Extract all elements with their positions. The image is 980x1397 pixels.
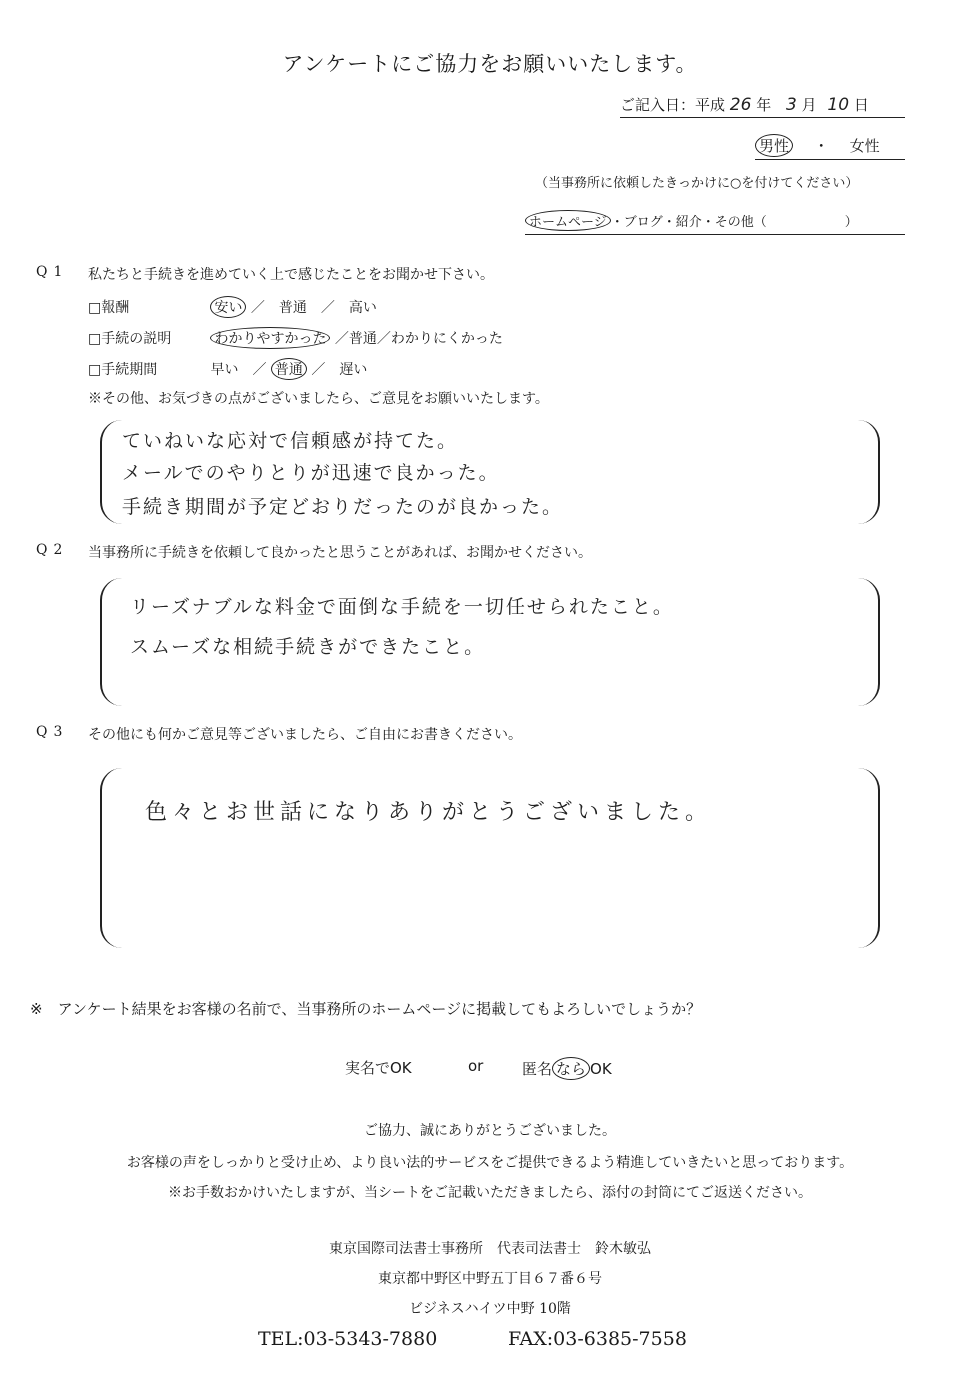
date-month: 3 (786, 95, 797, 115)
q1-other-prompt: ※その他、お気づきの点がございましたら、ご意見をお願いいたします。 (88, 391, 549, 407)
closing-message: お客様の声をしっかりと受け止め、より良い法的サービスをご提供できるよう精進していきたいと思っております。 (126, 1155, 854, 1171)
date-field (620, 94, 905, 118)
q2-answer-line-1: リーズナブルな料金で面倒な手続を一切任せられたこと。 (130, 596, 674, 618)
anonymous-ok (522, 1057, 612, 1080)
q3-answer-line-1: 色々とお世話になりありがとうございました。 (145, 800, 713, 825)
office-address: 東京都中野区中野五丁目６７番６号 (378, 1271, 602, 1287)
q1-row-fee-name: □報酬 (88, 300, 130, 316)
q1-row-fee (88, 296, 377, 318)
q1-row-period-rest: ／ 遅い (311, 362, 368, 378)
office-name: 東京国際司法書士事務所 代表司法書士 鈴木敏弘 (329, 1241, 651, 1257)
q1-row-period-selected: 普通 (271, 358, 307, 380)
q1-label: Q1 (36, 264, 69, 280)
q2-answer-line-2: スムーズな相続手続きができたこと。 (130, 636, 486, 658)
date-year-unit: 年 (756, 96, 772, 114)
date-day-unit: 日 (853, 96, 869, 114)
q1-row-explanation-name: □手続の説明 (88, 331, 172, 347)
source-instruction: （当事務所に依頼したきっかけに○を付けてください） (535, 176, 859, 191)
q1-row-period-name: □手続期間 (88, 362, 158, 378)
q1-row-fee-rest: ／ 普通 ／ 高い (250, 300, 377, 316)
date-year: 26 (729, 95, 752, 115)
q2-label: Q2 (36, 542, 69, 558)
source-field (525, 210, 905, 235)
q1-answer-line-1: ていねいな応対で信頼感が持てた。 (122, 430, 459, 452)
date-month-unit: 月 (801, 96, 817, 114)
date-label: ご記入日：平成 (620, 96, 726, 114)
real-name-ok: 実名でOK (345, 1059, 412, 1077)
office-tel: TEL:03-5343-7880 (258, 1328, 438, 1350)
q1-row-explanation-rest: ／普通／わかりにくかった (334, 331, 503, 347)
q2-question: 当事務所に手続きを依頼して良かったと思うことがあれば、お聞かせください。 (88, 545, 592, 561)
anonymous-suffix: OK (590, 1060, 612, 1078)
q1-row-explanation (88, 327, 503, 349)
gender-female: 女性 (849, 137, 880, 155)
q1-answer-line-3: 手続き期間が予定どおりだったのが良かった。 (122, 496, 564, 518)
gender-separator: ・ (813, 137, 829, 155)
permission-question: ※ アンケート結果をお客様の名前で、当事務所のホームページに掲載してもよろしいでしょうか？ (30, 1000, 702, 1018)
source-homepage-circled: ホームページ (525, 210, 611, 231)
date-day: 10 (827, 95, 850, 115)
q3-question: その他にも何かご意見等ございましたら、ご自由にお書きください。 (88, 727, 522, 743)
source-options: ・ブログ・紹介・その他（ ） (610, 215, 858, 230)
anonymous-prefix: 匿名 (522, 1060, 553, 1078)
closing-return-note: ※お手数おかけいたしますが、当シートをご記載いただきましたら、添付の封筒にてご返送ください。 (168, 1185, 812, 1201)
q1-row-explanation-selected: わかりやすかった (210, 327, 330, 349)
anonymous-circled: なら (552, 1057, 590, 1080)
office-building: ビジネスハイツ中野 10階 (409, 1301, 571, 1317)
q1-row-period (88, 358, 367, 380)
gender-field (755, 134, 905, 160)
q1-row-period-before: 早い ／ (210, 362, 267, 378)
q3-label: Q3 (36, 724, 69, 740)
form-title: アンケートにご協力をお願いいたします。 (282, 52, 698, 76)
q1-row-fee-selected: 安い (210, 296, 246, 318)
q1-question: 私たちと手続きを進めていく上で感じたことをお聞かせ下さい。 (88, 267, 494, 283)
closing-thanks: ご協力、誠にありがとうございました。 (364, 1123, 616, 1139)
or-label: or (468, 1057, 484, 1075)
office-fax: FAX:03-6385-7558 (508, 1328, 687, 1350)
gender-male-circled: 男性 (755, 134, 793, 157)
q1-answer-line-2: メールでのやりとりが迅速で良かった。 (122, 462, 500, 484)
